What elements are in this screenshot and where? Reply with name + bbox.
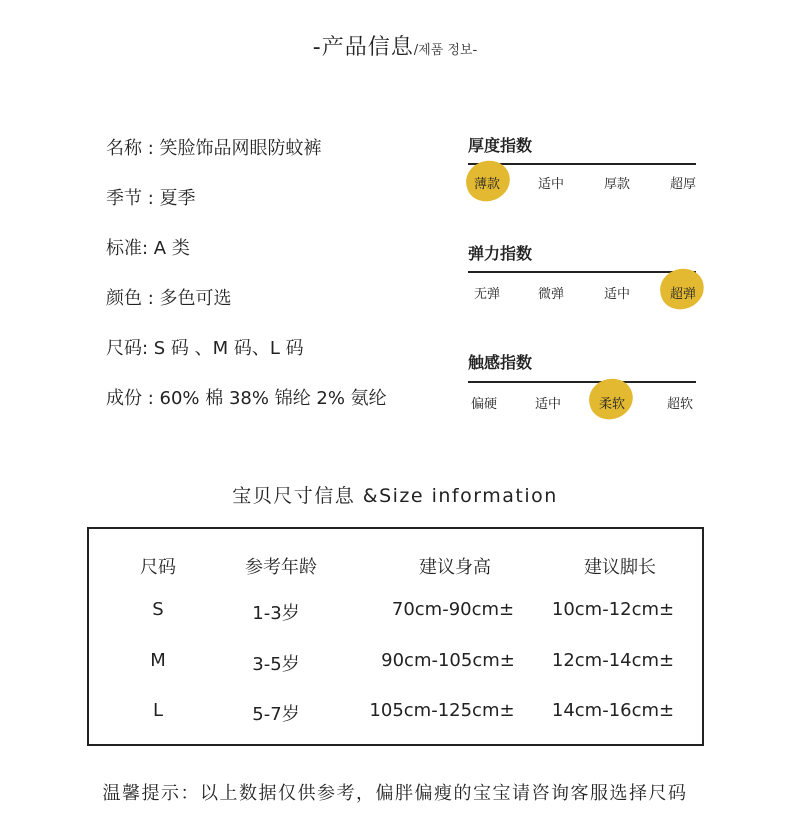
info-size: 尺码: S 码 、M 码、L 码 bbox=[106, 338, 304, 359]
size-table-header: 尺码 bbox=[140, 557, 176, 578]
size-cell: M bbox=[150, 650, 166, 671]
size-table-header: 建议脚长 bbox=[584, 557, 656, 578]
touch-index-title: 触感指数 bbox=[468, 353, 533, 372]
info-material: 成份 : 60% 棉 38% 锦纶 2% 氨纶 bbox=[106, 388, 387, 409]
touch-index-line bbox=[468, 381, 696, 383]
size-cell: 10cm-12cm± bbox=[551, 599, 675, 620]
elasticity-option: 微弹 bbox=[537, 287, 565, 302]
thickness-option: 适中 bbox=[537, 177, 565, 192]
size-cell: 3-5岁 bbox=[252, 654, 300, 675]
thickness-option: 薄款 bbox=[473, 177, 501, 192]
touch-option: 超软 bbox=[666, 397, 694, 412]
thickness-option: 厚款 bbox=[603, 177, 631, 192]
page-header bbox=[0, 30, 790, 61]
touch-option: 适中 bbox=[534, 397, 562, 412]
info-season: 季节 : 夏季 bbox=[106, 188, 196, 209]
size-cell: L bbox=[152, 700, 164, 721]
elasticity-index-line bbox=[468, 271, 696, 273]
size-table-header: 参考年龄 bbox=[245, 557, 317, 578]
elasticity-option: 无弹 bbox=[473, 287, 501, 302]
size-table-header: 建议身高 bbox=[419, 557, 491, 578]
thickness-option: 超厚 bbox=[669, 177, 697, 192]
size-section-title: 宝贝尺寸信息 &Size information bbox=[232, 485, 558, 507]
header-title: -产品信息 bbox=[312, 35, 414, 60]
size-cell: 5-7岁 bbox=[252, 704, 300, 725]
size-cell: 12cm-14cm± bbox=[551, 650, 675, 671]
size-cell: 14cm-16cm± bbox=[551, 700, 675, 721]
touch-option: 偏硬 bbox=[470, 397, 498, 412]
info-standard: 标准: A 类 bbox=[106, 238, 190, 259]
size-cell: S bbox=[152, 599, 164, 620]
footnote: 温馨提示：以上数据仅供参考，偏胖偏瘦的宝宝请咨询客服选择尺码 bbox=[102, 783, 688, 804]
info-name: 名称 : 笑脸饰品网眼防蚊裤 bbox=[106, 138, 322, 159]
touch-option: 柔软 bbox=[598, 397, 626, 412]
size-cell: 90cm-105cm± bbox=[381, 650, 515, 671]
info-color: 颜色 : 多色可选 bbox=[106, 288, 232, 309]
elasticity-option: 适中 bbox=[603, 287, 631, 302]
size-cell: 1-3岁 bbox=[252, 603, 300, 624]
thickness-index-title: 厚度指数 bbox=[468, 136, 533, 155]
size-cell: 105cm-125cm± bbox=[369, 700, 515, 721]
elasticity-index-title: 弹力指数 bbox=[468, 244, 533, 263]
size-cell: 70cm-90cm± bbox=[391, 599, 515, 620]
header-subtitle: /제품 정보- bbox=[413, 43, 478, 58]
elasticity-option: 超弹 bbox=[669, 287, 697, 302]
